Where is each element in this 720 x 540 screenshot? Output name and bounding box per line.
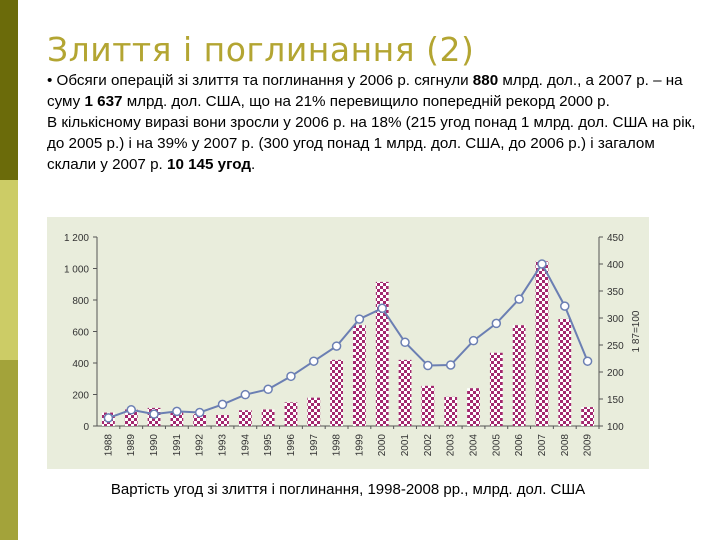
side-bar-bottom xyxy=(0,360,18,540)
x-tick-label-2004: 2004 xyxy=(468,434,480,457)
left-tick-label: 600 xyxy=(72,327,89,339)
right-tick-label: 450 xyxy=(607,233,624,244)
left-tick-label: 800 xyxy=(72,296,89,307)
line-point-1993 xyxy=(219,400,227,408)
line-point-1992 xyxy=(196,409,204,417)
line-point-2002 xyxy=(424,362,432,370)
bar-2000 xyxy=(376,282,389,426)
bold-value-1637: 1 637 xyxy=(84,93,123,110)
line-point-2000 xyxy=(378,304,386,312)
line-point-1991 xyxy=(173,407,181,415)
chart-svg xyxy=(47,217,649,469)
x-tick-label-1994: 1994 xyxy=(240,434,252,457)
line-point-2001 xyxy=(401,338,409,346)
bar-1994 xyxy=(239,410,252,426)
x-tick-label-1993: 1993 xyxy=(217,434,229,457)
line-point-2004 xyxy=(470,337,478,345)
bold-deal-count: 10 145 угод xyxy=(167,156,251,173)
side-bar-mid xyxy=(0,180,18,360)
text-span: млрд. дол., а 2007 р. – на суму xyxy=(47,72,683,110)
chart-panel xyxy=(47,217,649,469)
x-tick-label-2008: 2008 xyxy=(559,434,571,457)
line-point-2006 xyxy=(515,295,523,303)
x-tick-label-2000: 2000 xyxy=(377,434,389,457)
left-tick-label: 1 200 xyxy=(63,233,89,244)
bold-value-880: 880 xyxy=(472,72,499,89)
line-point-1999 xyxy=(355,315,363,323)
bar-1995 xyxy=(262,409,275,426)
right-tick-label: 150 xyxy=(607,395,624,406)
bullet: • xyxy=(47,72,53,89)
right-tick-label: 350 xyxy=(607,287,624,298)
bar-1999 xyxy=(353,325,366,426)
line-point-1995 xyxy=(264,385,272,393)
line-point-1997 xyxy=(310,357,318,365)
x-tick-label-1995: 1995 xyxy=(263,434,275,457)
x-tick-label-2002: 2002 xyxy=(422,434,434,457)
text-span: млрд. дол. США, що на 21% перевищило попередній рекорд 2000 р. xyxy=(122,93,610,110)
x-tick-label-1992: 1992 xyxy=(194,434,206,457)
line-point-1989 xyxy=(127,406,135,414)
bar-1998 xyxy=(330,360,343,426)
line-point-2005 xyxy=(492,319,500,327)
right-tick-label: 250 xyxy=(607,341,624,352)
x-tick-label-1998: 1998 xyxy=(331,434,343,457)
left-tick-label: 400 xyxy=(72,359,89,370)
x-tick-label-1999: 1999 xyxy=(354,434,366,457)
x-tick-label-1991: 1991 xyxy=(171,434,183,457)
line-point-1988 xyxy=(104,414,112,422)
line-point-1994 xyxy=(241,391,249,399)
bar-2007 xyxy=(536,261,549,426)
right-tick-label: 400 xyxy=(607,260,624,271)
x-tick-label-1988: 1988 xyxy=(103,434,115,457)
left-tick-label: 200 xyxy=(72,390,89,402)
right-tick-label: 300 xyxy=(607,314,624,325)
x-tick-label-1997: 1997 xyxy=(308,434,320,457)
right-axis-label: 1 87=100 xyxy=(631,310,642,353)
bar-2003 xyxy=(444,397,457,426)
bar-2001 xyxy=(399,360,412,426)
line-point-1996 xyxy=(287,372,295,380)
text-span: В кількісному виразі вони зросли у 2006 р. на 18% (215 угод понад 1 млрд. дол. США на рік, до 2005 р.) і на 39% у 2007 р. (300 угод понад 1 млрд. дол. США, до 2006 р.) і загалом склали у 2007 р. xyxy=(47,114,696,173)
bar-2009 xyxy=(581,407,594,426)
left-tick-label: 1 000 xyxy=(63,264,89,276)
x-tick-label-2006: 2006 xyxy=(514,434,526,457)
bar-2005 xyxy=(490,353,503,426)
x-tick-label-2003: 2003 xyxy=(445,434,457,457)
slide-title: Злиття і поглинання (2) xyxy=(47,30,475,69)
line-point-2008 xyxy=(561,302,569,310)
line-point-1998 xyxy=(333,342,341,350)
chart-caption: Вартість угод зі злиття і поглинання, 1998-2008 рр., млрд. дол. США xyxy=(110,481,586,498)
bar-2006 xyxy=(513,325,526,426)
paragraph-2 xyxy=(47,112,707,175)
left-tick-label: 0 xyxy=(83,422,89,433)
line-point-2007 xyxy=(538,260,546,268)
line-point-2009 xyxy=(584,357,592,365)
side-bar-top xyxy=(0,0,18,180)
right-tick-label: 100 xyxy=(607,422,624,433)
bar-2002 xyxy=(421,386,434,426)
body-text xyxy=(47,70,707,175)
x-tick-label-2001: 2001 xyxy=(400,434,412,457)
x-tick-label-1989: 1989 xyxy=(126,434,138,457)
x-tick-label-2005: 2005 xyxy=(491,434,503,457)
x-tick-label-1990: 1990 xyxy=(149,434,161,457)
line-point-1990 xyxy=(150,410,158,418)
paragraph-1 xyxy=(47,70,707,112)
text-span: . xyxy=(250,156,256,173)
bar-1993 xyxy=(216,415,229,426)
x-tick-label-2007: 2007 xyxy=(536,434,548,457)
bar-1996 xyxy=(285,402,298,426)
bar-2004 xyxy=(467,388,480,426)
line-point-2003 xyxy=(447,361,455,369)
x-tick-label-1996: 1996 xyxy=(285,434,297,457)
right-tick-label: 200 xyxy=(607,368,624,379)
x-tick-label-2009: 2009 xyxy=(582,434,594,457)
bar-1997 xyxy=(307,398,320,426)
bar-2008 xyxy=(558,319,571,426)
text-span: Обсяги операцій зі злиття та поглинання у 2006 р. сягнули xyxy=(52,72,473,89)
